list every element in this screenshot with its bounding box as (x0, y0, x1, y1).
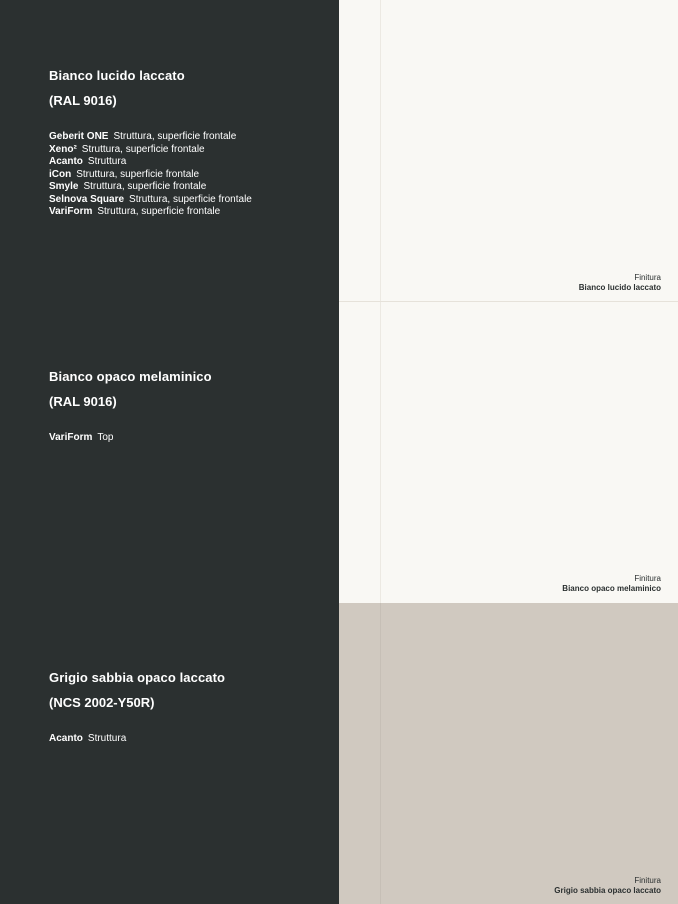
product-name: Acanto (49, 733, 83, 744)
product-name: VariForm (49, 432, 93, 443)
finish-caption (554, 876, 661, 896)
caption-label: Finitura (634, 273, 661, 282)
finish-swatch-3 (339, 603, 678, 904)
finish-code: (NCS 2002-Y50R) (49, 695, 155, 710)
product-list (49, 131, 329, 219)
product-name: VariForm (49, 206, 93, 217)
finish-caption (579, 273, 661, 293)
product-usage: Struttura, superficie frontale (81, 143, 205, 155)
guide-line (380, 0, 381, 302)
product-name: Smyle (49, 181, 79, 192)
product-usage: Struttura (87, 156, 127, 167)
finish-block-2 (49, 369, 329, 445)
product-row (49, 156, 329, 169)
finish-name: Bianco lucido laccato (49, 68, 185, 83)
product-usage: Struttura, superficie frontale (113, 131, 237, 142)
caption-value: Bianco lucido laccato (578, 283, 661, 292)
product-usage: Top (97, 432, 114, 443)
product-name: iCon (49, 168, 72, 180)
finish-swatch-1 (339, 0, 678, 302)
finish-code: (RAL 9016) (49, 394, 117, 409)
finish-name: Grigio sabbia opaco laccato (49, 670, 226, 685)
product-usage: Struttura, superficie frontale (76, 168, 200, 180)
product-usage: Struttura, superficie frontale (129, 193, 252, 205)
product-usage: Struttura, superficie frontale (83, 181, 207, 192)
product-row (49, 432, 329, 445)
finish-block-3 (49, 670, 329, 746)
product-row (49, 169, 329, 182)
finish-block-1 (49, 68, 329, 219)
guide-line (380, 302, 381, 604)
finish-swatch-2 (339, 302, 678, 604)
finish-caption (562, 574, 661, 594)
product-row (49, 131, 329, 144)
caption-label: Finitura (634, 876, 661, 885)
product-name: Acanto (49, 156, 83, 167)
swatch-panel (339, 0, 678, 904)
caption-value: Bianco opaco melaminico (562, 584, 661, 593)
product-usage: Struttura (87, 733, 127, 744)
product-row (49, 181, 329, 194)
product-name: Xeno² (49, 143, 77, 155)
caption-value: Grigio sabbia opaco laccato (554, 886, 661, 895)
product-list (49, 432, 329, 445)
finish-name: Bianco opaco melaminico (49, 369, 212, 384)
finish-code: (RAL 9016) (49, 93, 117, 108)
product-list (49, 733, 329, 746)
product-row (49, 733, 329, 746)
product-row (49, 206, 329, 219)
product-row (49, 144, 329, 157)
product-name: Geberit ONE (49, 131, 109, 142)
guide-line (380, 603, 381, 904)
product-name: Selnova Square (49, 193, 125, 205)
caption-label: Finitura (634, 574, 661, 583)
product-row (49, 194, 329, 207)
product-usage: Struttura, superficie frontale (97, 206, 221, 217)
